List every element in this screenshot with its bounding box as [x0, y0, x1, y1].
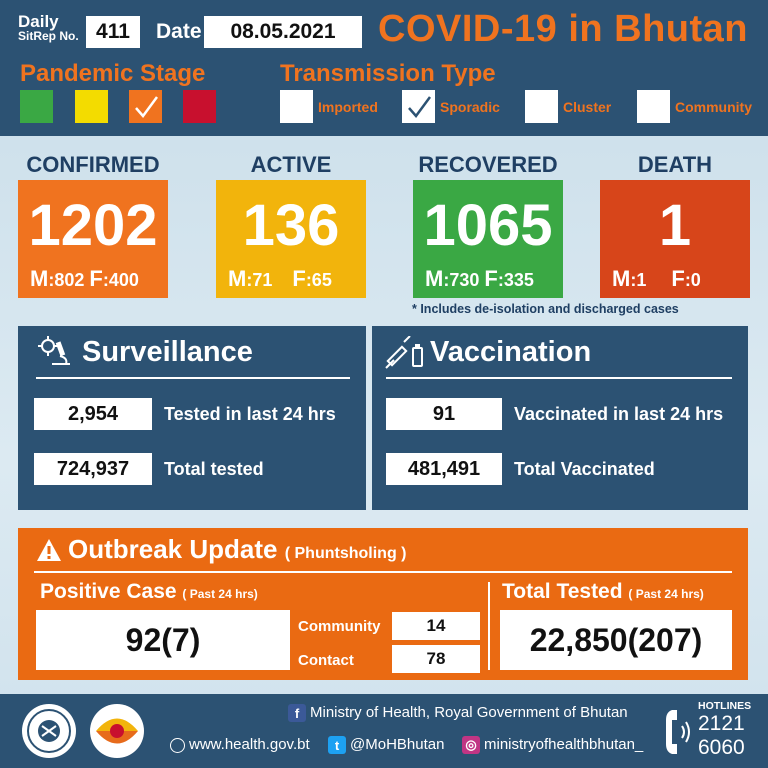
- confirmed-male: :802: [48, 270, 85, 290]
- female-label: F: [89, 266, 103, 291]
- twitter-icon: t: [328, 736, 346, 754]
- ministry-of-health-logo-icon: [88, 702, 146, 760]
- community-type-label: Community: [675, 99, 752, 115]
- recovered-male: :730: [443, 270, 480, 290]
- outbreak-location: ( Phuntsholing ): [284, 545, 407, 562]
- stage-orange: [129, 90, 162, 123]
- male-label: M: [30, 266, 49, 291]
- twitter-line[interactable]: [328, 736, 444, 754]
- active-title: ACTIVE: [250, 152, 332, 177]
- website-line[interactable]: [170, 736, 310, 753]
- recovered-female: :335: [497, 270, 534, 290]
- hotline-2[interactable]: 6060: [698, 736, 745, 759]
- instagram-line[interactable]: [462, 736, 643, 754]
- sporadic-label: Sporadic: [440, 99, 500, 115]
- active-value: 136: [242, 193, 340, 258]
- positive-case-title: [40, 580, 258, 604]
- community-label: Community: [298, 618, 381, 635]
- ministry-name: Ministry of Health, Royal Government of Bhutan: [310, 704, 628, 721]
- website-link[interactable]: www.health.gov.bt: [189, 736, 310, 753]
- checkmark-icon: [132, 93, 160, 121]
- recovered-gender: [413, 266, 563, 292]
- confirmed-card: [18, 180, 168, 298]
- active-male: :71: [246, 270, 273, 290]
- positive-case-value: 92(7): [36, 610, 290, 670]
- stage-green: [20, 90, 53, 123]
- daily-label: Daily: [18, 12, 59, 31]
- recovered-title: RECOVERED: [418, 152, 558, 177]
- death-female: :0: [684, 270, 701, 290]
- tested-24h-label: Tested in last 24 hrs: [164, 404, 336, 424]
- positive-case-label: Positive Case: [40, 580, 177, 603]
- vaccination-panel: [372, 326, 748, 510]
- death-title: DEATH: [637, 152, 713, 177]
- total-tested-value: 724,937: [34, 453, 152, 485]
- microscope-icon: [38, 336, 72, 368]
- community-box: [637, 90, 670, 123]
- confirmed-gender: [18, 266, 168, 292]
- death-value: 1: [658, 193, 692, 258]
- recovered-footnote: * Includes de-isolation and discharged cases: [412, 302, 679, 316]
- male-label: M: [228, 266, 247, 291]
- checkmark-icon: [405, 93, 433, 121]
- imported-label: Imported: [318, 99, 378, 115]
- surveillance-panel: [18, 326, 366, 510]
- active-female: :65: [305, 270, 332, 290]
- phone-icon: [664, 706, 694, 758]
- confirmed-value: 1202: [28, 193, 158, 258]
- stage-red: [183, 90, 216, 123]
- warning-icon: [36, 538, 62, 562]
- male-label: M: [425, 266, 444, 291]
- footer: [0, 694, 768, 768]
- death-gender: [600, 266, 750, 292]
- confirmed-title: CONFIRMED: [26, 152, 160, 177]
- pandemic-stage-title: Pandemic Stage: [20, 60, 206, 87]
- imported-box: [280, 90, 313, 123]
- cluster-label: Cluster: [563, 99, 612, 115]
- female-label: F: [292, 266, 306, 291]
- total-tested-outbreak-value: 22,850(207): [500, 610, 732, 670]
- ministry-line: [288, 704, 628, 722]
- total-tested-outbreak-title: [502, 580, 704, 604]
- national-emblem-icon: [20, 702, 78, 760]
- total-tested-outbreak-label: Total Tested: [502, 580, 623, 603]
- instagram-icon: ◎: [462, 736, 480, 754]
- divider: [386, 377, 732, 379]
- stage-yellow: [75, 90, 108, 123]
- date-label: Date: [156, 20, 202, 43]
- death-card: [600, 180, 750, 298]
- male-label: M: [612, 266, 631, 291]
- female-label: F: [671, 266, 685, 291]
- vaccinated-24h-value: 91: [386, 398, 502, 430]
- outbreak-title-text: Outbreak Update: [68, 534, 278, 564]
- tested-24h-value: 2,954: [34, 398, 152, 430]
- instagram-handle[interactable]: ministryofhealthbhutan_: [484, 736, 644, 753]
- vaccination-title: Vaccination: [430, 336, 592, 368]
- facebook-icon: f: [288, 704, 306, 722]
- page-title: COVID-19 in Bhutan: [378, 8, 749, 50]
- contact-value: 78: [392, 645, 480, 673]
- divider: [36, 377, 350, 379]
- sitrep-no-label: SitRep No.: [18, 29, 79, 43]
- positive-case-period: ( Past 24 hrs): [182, 587, 258, 601]
- outbreak-title: [68, 534, 406, 565]
- sitrep-label: [18, 14, 79, 44]
- globe-icon: [170, 738, 185, 753]
- total-vaccinated-label: Total Vaccinated: [514, 459, 655, 479]
- syringe-icon: [384, 336, 424, 370]
- divider: [488, 582, 490, 670]
- active-gender: [216, 266, 366, 292]
- divider: [34, 571, 732, 573]
- total-tested-label: Total tested: [164, 459, 264, 479]
- twitter-handle[interactable]: @MoHBhutan: [350, 736, 445, 753]
- total-vaccinated-value: 481,491: [386, 453, 502, 485]
- recovered-card: [413, 180, 563, 298]
- sitrep-number: 411: [86, 16, 140, 48]
- confirmed-female: :400: [102, 270, 139, 290]
- vaccinated-24h-label: Vaccinated in last 24 hrs: [514, 404, 724, 424]
- cluster-box: [525, 90, 558, 123]
- transmission-type-title: Transmission Type: [280, 60, 496, 87]
- surveillance-title: Surveillance: [82, 336, 253, 368]
- total-tested-outbreak-period: ( Past 24 hrs): [628, 587, 704, 601]
- contact-label: Contact: [298, 652, 354, 669]
- recovered-value: 1065: [423, 193, 553, 258]
- female-label: F: [484, 266, 498, 291]
- hotline-1[interactable]: 2121: [698, 712, 745, 735]
- hotlines-label: HOTLINES: [698, 700, 752, 712]
- death-male: :1: [630, 270, 647, 290]
- community-value: 14: [392, 612, 480, 640]
- active-card: [216, 180, 366, 298]
- report-date: 08.05.2021: [204, 16, 362, 48]
- sporadic-box: [402, 90, 435, 123]
- outbreak-panel: [18, 528, 748, 680]
